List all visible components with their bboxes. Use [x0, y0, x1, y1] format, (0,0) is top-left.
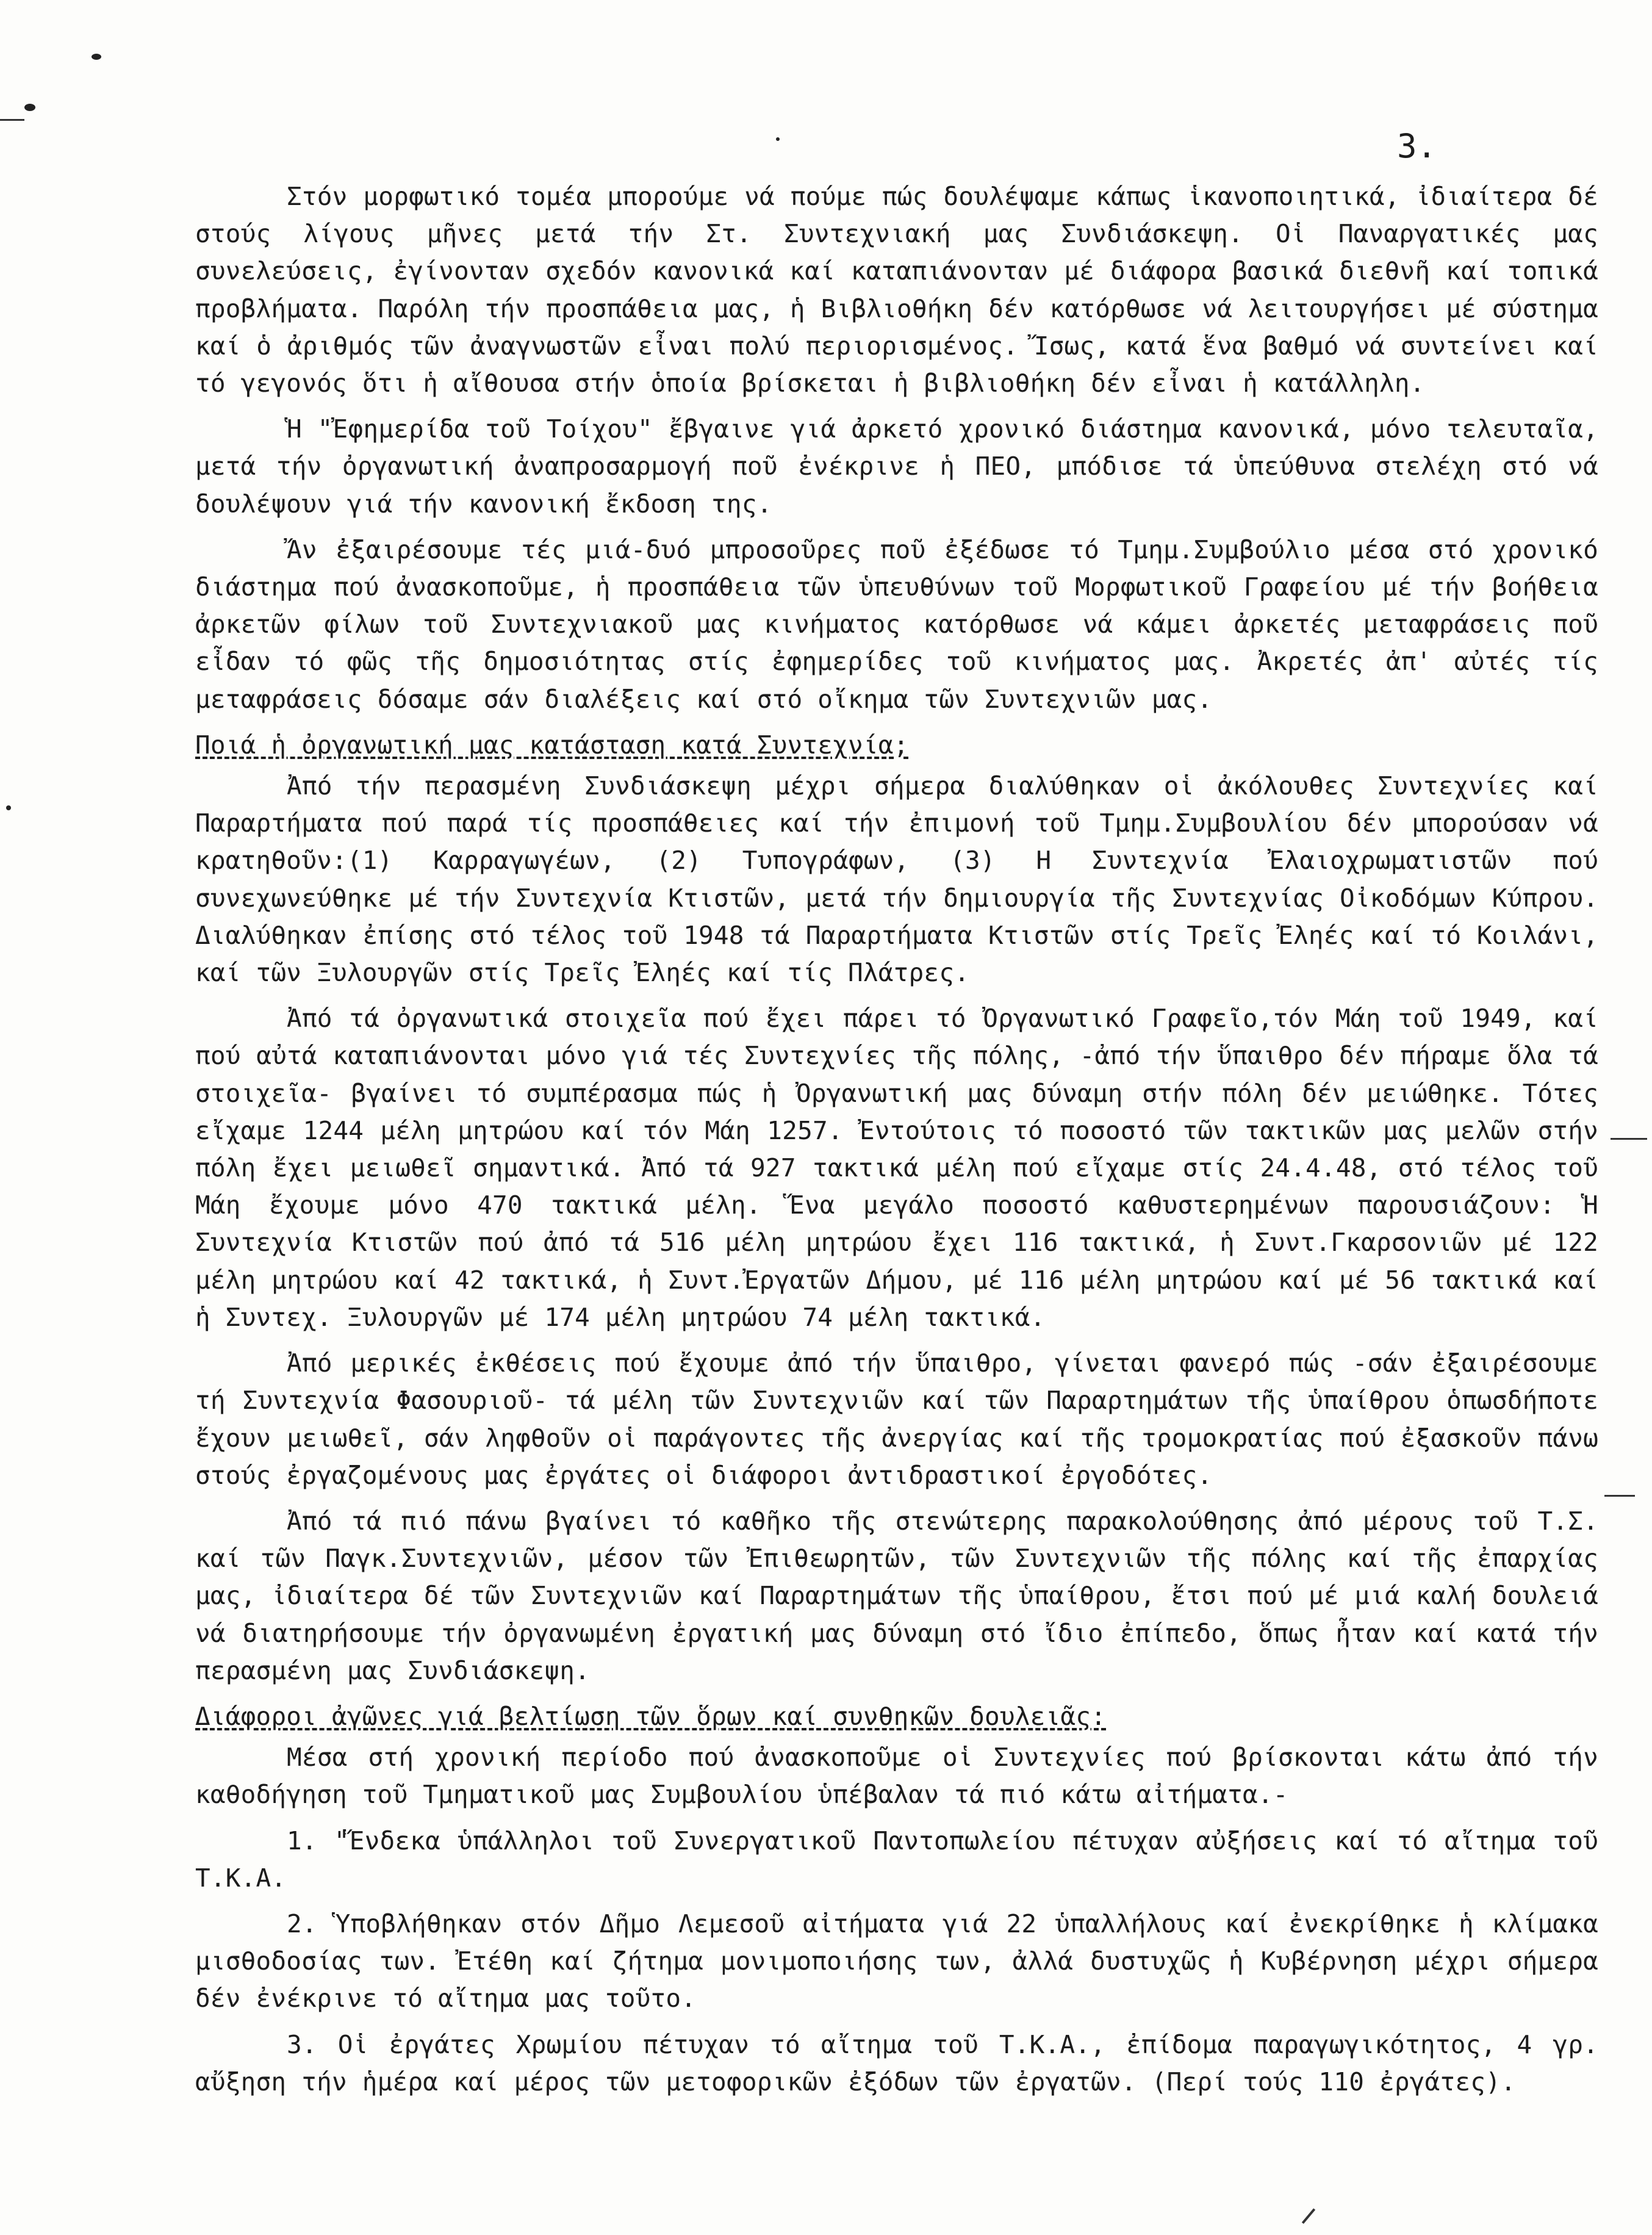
scan-line — [1302, 2208, 1315, 2224]
scan-speck — [92, 54, 101, 60]
paragraph-countryside-reports: Ἀπό μερικές ἐκθέσεις πού ἔχουμε ἀπό τήν ὕπαιθρο, γίνεται φανερό πώς -σάν ἐξαιρέσουμε τή Συντεχνία Φασουριοῦ- τά μέλη τῶν Συντεχνιῶν καί τῶν Παραρτημάτων τῆς ὑπαίθρου ὁπωσδήποτε ἔχουν μειωθεῖ, σάν ληφθοῦν οἱ παράγοντες τῆς ἀνεργίας καί τῆς τρομοκρατίας πού ἐξασκοῦν πάνω στούς ἐργαζομένους μας ἐργάτες οἱ διάφοροι ἀντιδραστικοί ἐργοδότες. — [195, 1348, 1598, 1490]
document-body — [195, 178, 1598, 2109]
list-item: 2. Ὑποβλήθηκαν στόν Δῆμο Λεμεσοῦ αἰτήματα γιά 22 ὑπαλλήλους καί ἐνεκρίθηκε ἡ κλίμακα μισθοδοσίας των. Ἐτέθη καί ζήτημα μονιμοποιήσης των, ἀλλά δυστυχῶς ἡ Κυβέρνηση μέχρι σήμερα δέν ἐνέκρινε τό αἴτημα μας τοῦτο. — [195, 1909, 1598, 2014]
list-item: 3. Οἱ ἐργάτες Χρωμίου πέτυχαν τό αἴτημα τοῦ Τ.Κ.Α., ἐπίδομα παραγωγικότητος, 4 γρ. αὔξηση τήν ἡμέρα καί μέρος τῶν μετοφορικῶν ἐξόδων τῶν ἐργατῶν. (Περί τούς 110 ἐργάτες). — [195, 2029, 1598, 2096]
list-item: 1. "Ἕνδεκα ὑπάλληλοι τοῦ Συνεργατικοῦ Παντοπωλείου πέτυχαν αὐξήσεις καί τό αἴτημα τοῦ Τ.Κ.Α. — [195, 1826, 1598, 1893]
scan-line — [0, 119, 24, 121]
paragraph-cultural-sector: Στόν μορφωτικό τομέα μπορούμε νά πούμε πώς δουλέψαμε κάπως ἱκανοποιητικά, ἰδιαίτερα δέ στούς λίγους μῆνες μετά τήν Στ. Συντεχνιακή μας Συνδιάσκεψη. Οἱ Παναργατικές μας συνελεύσεις, ἐγίνονταν σχεδόν κανονικά καί καταπιάνονταν μέ διάφορα βασικά διεθνῆ καί τοπικά προβλήματα. Παρόλη τήν προσπάθεια μας, ἡ Βιβλιοθήκη δέν κατόρθωσε νά λειτουργήσει μέ σύστημα καί ὁ ἀριθμός τῶν ἀναγνωστῶν εἶναι πολύ περιορισμένος. Ἴσως, κατά ἕνα βαθμό νά συντείνει καί τό γεγονός ὅτι ἡ αἴθουσα στήν ὁποία βρίσκεται ἡ βιβλιοθήκη δέν εἶναι ἡ κατάλληλη. — [195, 182, 1598, 398]
paragraph-duty-monitoring: Ἀπό τά πιό πάνω βγαίνει τό καθῆκο τῆς στενώτερης παρακολούθησης ἀπό μέρους τοῦ Τ.Σ. καί τῶν Παγκ.Συντεχνιῶν, μέσον τῶν Ἐπιθεωρητῶν, τῶν Συντεχνιῶν τῆς πόλης καί τῆς ἐπαρχίας μας, ἰδιαίτερα δέ τῶν Συντεχνιῶν καί Παραρτημάτων τῆς ὑπαίθρου, ἔτσι πού μέ μιά καλή δουλειά νά διατηρήσουμε τήν ὀργανωμένη ἐργατική μας δύναμη στό ἴδιο ἐπίπεδο, ὅπως ἦταν καί κατά τήν περασμένη μας Συνδιάσκεψη. — [195, 1506, 1598, 1685]
paragraph-dissolved-unions: Ἀπό τήν περασμένη Συνδιάσκεψη μέχρι σήμερα διαλύθηκαν οἱ ἀκόλουθες Συντεχνίες καί Παραρτήματα πού παρά τίς προσπάθειες καί τήν ἐπιμονή τοῦ Τμημ.Συμβουλίου δέν μπορούσαν νά κρατηθοῦν:(1) Καρραγωγέων, (2) Τυπογράφων, (3) Η Συντεχνία Ἐλαιοχρωματιστῶν πού συνεχωνεύθηκε μέ τήν Συντεχνία Κτιστῶν, μετά τήν δημιουργία τῆς Συντεχνίας Οἰκοδόμων Κύπρου. Διαλύθηκαν ἐπίσης στό τέλος τοῦ 1948 τά Παραρτήματα Κτιστῶν στίς Τρεῖς Ἐληές καί τό Κοιλάνι, καί τῶν Ξυλουργῶν στίς Τρεῖς Ἐληές καί τίς Πλάτρες. — [195, 771, 1598, 988]
page-number: 3. — [1397, 127, 1437, 165]
scan-speck — [6, 805, 11, 810]
scan-speck — [24, 104, 35, 111]
scan-line — [1604, 1495, 1635, 1497]
scan-line — [1611, 1138, 1647, 1140]
section-heading-struggles: Διάφοροι ἀγῶνες γιά βελτίωση τῶν ὅρων καί συνθηκῶν δουλειᾶς: — [195, 1701, 1107, 1731]
section-heading-organizational-status: Ποιά ἡ ὀργανωτική μας κατάσταση κατά Συντεχνία; — [195, 730, 909, 760]
paragraph-wall-newspaper: Ἡ "Ἐφημερίδα τοῦ Τοίχου" ἔβγαινε γιά ἀρκετό χρονικό διάστημα κανονικά, μόνο τελευταῖα, μετά τήν ὀργανωτική ἀναπροσαρμογή ποῦ ἐνέκρινε ἡ ΠΕΟ, μπόδισε τά ὑπεύθυνα στελέχη στό νά δουλέψουν γιά τήν κανονική ἔκδοση της. — [195, 414, 1598, 519]
paragraph-demands-intro: Μέσα στή χρονική περίοδο πού ἀνασκοποῦμε οἱ Συντεχνίες πού βρίσκονται κάτω ἀπό τήν καθοδήγηση τοῦ Τμηματικοῦ μας Συμβουλίου ὑπέβαλαν τά πιό κάτω αἰτήματα.- — [195, 1743, 1598, 1810]
paragraph-membership-figures: Ἀπό τά ὀργανωτικά στοιχεῖα πού ἔχει πάρει τό Ὀργανωτικό Γραφεῖο,τόν Μάη τοῦ 1949, καί πού αὐτά καταπιάνονται μόνο γιά τές Συντεχνίες τῆς πόλης, -ἀπό τήν ὕπαιθρο δέν πήραμε ὅλα τά στοιχεῖα- βγαίνει τό συμπέρασμα πώς ἡ Ὀργανωτική μας δύναμη στήν πόλη δέν μειώθηκε. Τότες εἴχαμε 1244 μέλη μητρώου καί τόν Μάη 1257. Ἐντούτοις τό ποσοστό τῶν τακτικῶν μας μελῶν στήν πόλη ἔχει μειωθεῖ σημαντικά. Ἀπό τά 927 τακτικά μέλη πού εἴχαμε στίς 24.4.48, στό τέλος τοῦ Μάη ἔχουμε μόνο 470 τακτικά μέλη. Ἕνα μεγάλο ποσοστό καθυστερημένων παρουσιάζουν: Ἡ Συντεχνία Κτιστῶν πού ἀπό τά 516 μέλη μητρώου ἔχει 116 τακτικά, ἡ Συντ.Γκαρσονιῶν μέ 122 μέλη μητρώου καί 42 τακτικά, ἡ Συντ.Ἐργατῶν Δήμου, μέ 116 μέλη μητρώου καί μέ 56 τακτικά καί ἡ Συντεχ. Ξυλουργῶν μέ 174 μέλη μητρώου 74 μέλη τακτικά. — [195, 1004, 1598, 1332]
scan-speck — [776, 137, 780, 141]
paragraph-translations: Ἄν ἐξαιρέσουμε τές μιά-δυό μπροσοῦρες ποῦ ἐξέδωσε τό Τμημ.Συμβούλιο μέσα στό χρονικό διάστημα πού ἀνασκοποῦμε, ἡ προσπάθεια τῶν ὑπευθύνων τοῦ Μορφωτικοῦ Γραφείου μέ τήν βοήθεια ἀρκετῶν φίλων τοῦ Συντεχνιακοῦ μας κινήματος κατόρθωσε νά κάμει ἀρκετές μεταφράσεις ποῦ εἶδαν τό φῶς τῆς δημοσιότητας στίς ἐφημερίδες τοῦ κινήματος μας. Ἀκρετές ἀπ' αὐτές τίς μεταφράσεις δόσαμε σάν διαλέξεις καί στό οἴκημα τῶν Συντεχνιῶν μας. — [195, 534, 1598, 714]
